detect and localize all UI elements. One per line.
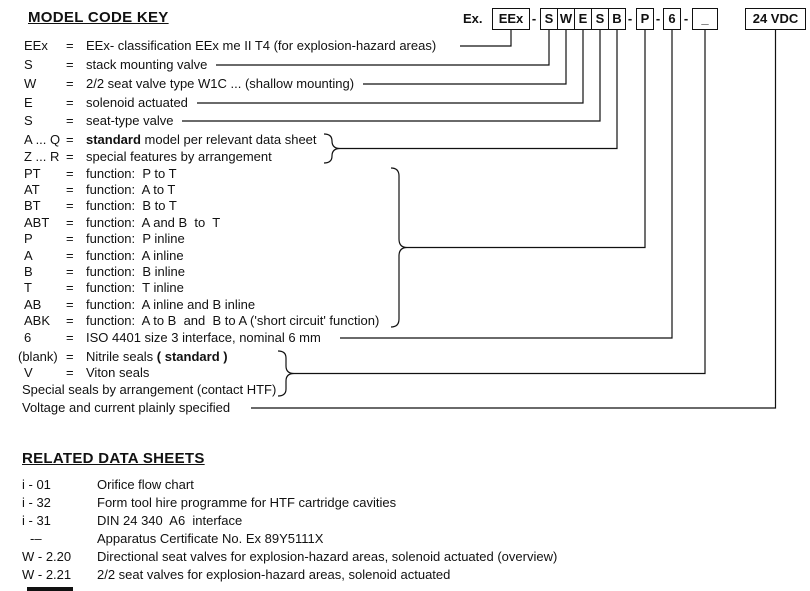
row-code: PT	[24, 166, 41, 181]
related-row-w221	[0, 567, 810, 583]
key-row-aq	[0, 132, 810, 148]
row-desc: function: A to B and B to A ('short circuit' function)	[86, 313, 380, 328]
key-row-blank	[0, 349, 810, 365]
model-code-box-p: P	[636, 8, 654, 30]
row-desc: Viton seals	[86, 365, 150, 380]
model-code-box-blank: _	[692, 8, 718, 30]
key-row-t	[0, 280, 810, 296]
row-code: 6	[24, 330, 32, 345]
row-equals: =	[66, 248, 74, 263]
row-code: W	[24, 76, 37, 91]
row-desc: solenoid actuated	[86, 95, 188, 110]
row-code: A ... Q	[24, 132, 61, 147]
row-equals: =	[66, 149, 74, 164]
box-separator: -	[655, 11, 661, 26]
key-row-b	[0, 264, 810, 280]
example-label: Ex.	[463, 11, 483, 26]
related-row-i32	[0, 495, 810, 511]
row-equals: =	[66, 76, 74, 91]
related-row-w220	[0, 549, 810, 565]
model-code-box-voltage: 24 VDC	[745, 8, 806, 30]
key-row-abk	[0, 313, 810, 329]
row-desc-bold: standard	[86, 132, 141, 147]
row-desc: Special seals by arrangement (contact HTF)	[22, 382, 277, 397]
box-separator: -	[683, 11, 689, 26]
row-code: EEx	[24, 38, 48, 53]
key-row-w	[0, 76, 810, 92]
key-row-zr	[0, 149, 810, 165]
model-code-box-w: W	[557, 8, 575, 30]
row-code: Z ... R	[24, 149, 60, 164]
sheet-desc: DIN 24 340 A6 interface	[97, 513, 243, 528]
row-code: ABK	[24, 313, 51, 328]
model-code-key-title: MODEL CODE KEY	[28, 9, 169, 26]
row-desc: EEx- classification EEx me II T4 (for explosion-hazard areas)	[86, 38, 437, 53]
row-code: (blank)	[18, 349, 58, 364]
row-equals: =	[66, 215, 74, 230]
row-code: BT	[24, 198, 41, 213]
model-code-box-s1: S	[540, 8, 558, 30]
row-code: A	[24, 248, 33, 263]
row-equals: =	[66, 231, 74, 246]
model-code-box-6: 6	[663, 8, 681, 30]
row-desc: function: B inline	[86, 264, 186, 279]
sheet-code: i - 31	[22, 513, 51, 528]
row-desc-bold: ( standard )	[156, 349, 228, 364]
model-code-box-e: E	[574, 8, 592, 30]
row-code: AT	[24, 182, 40, 197]
row-equals: =	[66, 280, 74, 295]
row-desc: function: A inline and B inline	[86, 297, 256, 312]
model-code-box-b: B	[608, 8, 626, 30]
row-equals: =	[66, 365, 74, 380]
row-equals: =	[66, 95, 74, 110]
box-separator: -	[531, 11, 537, 26]
row-code: ABT	[24, 215, 50, 230]
sheet-code: W - 2.21	[22, 567, 72, 582]
model-code-box-eex: EEx	[492, 8, 530, 30]
row-code: B	[24, 264, 33, 279]
page-edge-artifact	[27, 587, 73, 591]
key-row-voltage	[0, 400, 810, 416]
row-equals: =	[66, 57, 74, 72]
row-desc	[86, 349, 228, 365]
related-row-i31	[0, 513, 810, 529]
key-row-abt	[0, 215, 810, 231]
sheet-desc: Form tool hire programme for HTF cartridge cavities	[97, 495, 397, 510]
row-desc	[86, 132, 317, 148]
row-equals: =	[66, 264, 74, 279]
row-equals: =	[66, 330, 74, 345]
row-equals: =	[66, 313, 74, 328]
key-row-v	[0, 365, 810, 381]
sheet-desc: Directional seat valves for explosion-hazard areas, solenoid actuated (overview)	[97, 549, 558, 564]
box-separator: -	[627, 11, 633, 26]
row-code: T	[24, 280, 32, 295]
row-code: S	[24, 57, 33, 72]
key-row-a	[0, 248, 810, 264]
row-desc: function: B to T	[86, 198, 177, 213]
key-row-s-stack	[0, 57, 810, 73]
row-desc: function: A and B to T	[86, 215, 221, 230]
row-equals: =	[66, 132, 74, 147]
row-desc: seat-type valve	[86, 113, 174, 128]
row-code: P	[24, 231, 33, 246]
row-desc: function: A inline	[86, 248, 184, 263]
sheet-desc: Orifice flow chart	[97, 477, 194, 492]
row-equals: =	[66, 166, 74, 181]
row-equals: =	[66, 182, 74, 197]
sheet-code: -–	[30, 531, 42, 546]
key-row-p	[0, 231, 810, 247]
row-desc-rest: model per relevant data sheet	[140, 132, 317, 147]
key-row-6	[0, 330, 810, 346]
row-desc: function: A to T	[86, 182, 176, 197]
row-equals: =	[66, 38, 74, 53]
row-desc: function: P to T	[86, 166, 177, 181]
related-row-i01	[0, 477, 810, 493]
key-row-s-seat	[0, 113, 810, 129]
key-row-eex	[0, 38, 810, 54]
row-equals: =	[66, 113, 74, 128]
row-code: AB	[24, 297, 42, 312]
key-row-special-seals	[0, 382, 810, 398]
row-desc-rest: Nitrile seals	[86, 349, 157, 364]
row-equals: =	[66, 349, 74, 364]
row-desc: 2/2 seat valve type W1C ... (shallow mounting)	[86, 76, 355, 91]
row-equals: =	[66, 198, 74, 213]
row-desc: ISO 4401 size 3 interface, nominal 6 mm	[86, 330, 321, 345]
sheet-desc: Apparatus Certificate No. Ex 89Y5111X	[97, 531, 324, 546]
row-code: S	[24, 113, 33, 128]
sheet-code: i - 01	[22, 477, 51, 492]
key-row-bt	[0, 198, 810, 214]
sheet-desc: 2/2 seat valves for explosion-hazard areas, solenoid actuated	[97, 567, 451, 582]
key-row-pt	[0, 166, 810, 182]
row-code: E	[24, 95, 33, 110]
key-row-e	[0, 95, 810, 111]
row-desc: Voltage and current plainly specified	[22, 400, 231, 415]
key-row-ab	[0, 297, 810, 313]
row-desc: function: T inline	[86, 280, 184, 295]
model-code-box-s2: S	[591, 8, 609, 30]
sheet-code: i - 32	[22, 495, 51, 510]
row-desc: special features by arrangement	[86, 149, 272, 164]
sheet-code: W - 2.20	[22, 549, 72, 564]
row-equals: =	[66, 297, 74, 312]
key-row-at	[0, 182, 810, 198]
row-desc: function: P inline	[86, 231, 185, 246]
related-data-sheets-title: RELATED DATA SHEETS	[22, 450, 205, 467]
row-desc: stack mounting valve	[86, 57, 208, 72]
related-row-certificate	[0, 531, 810, 547]
row-code: V	[24, 365, 33, 380]
